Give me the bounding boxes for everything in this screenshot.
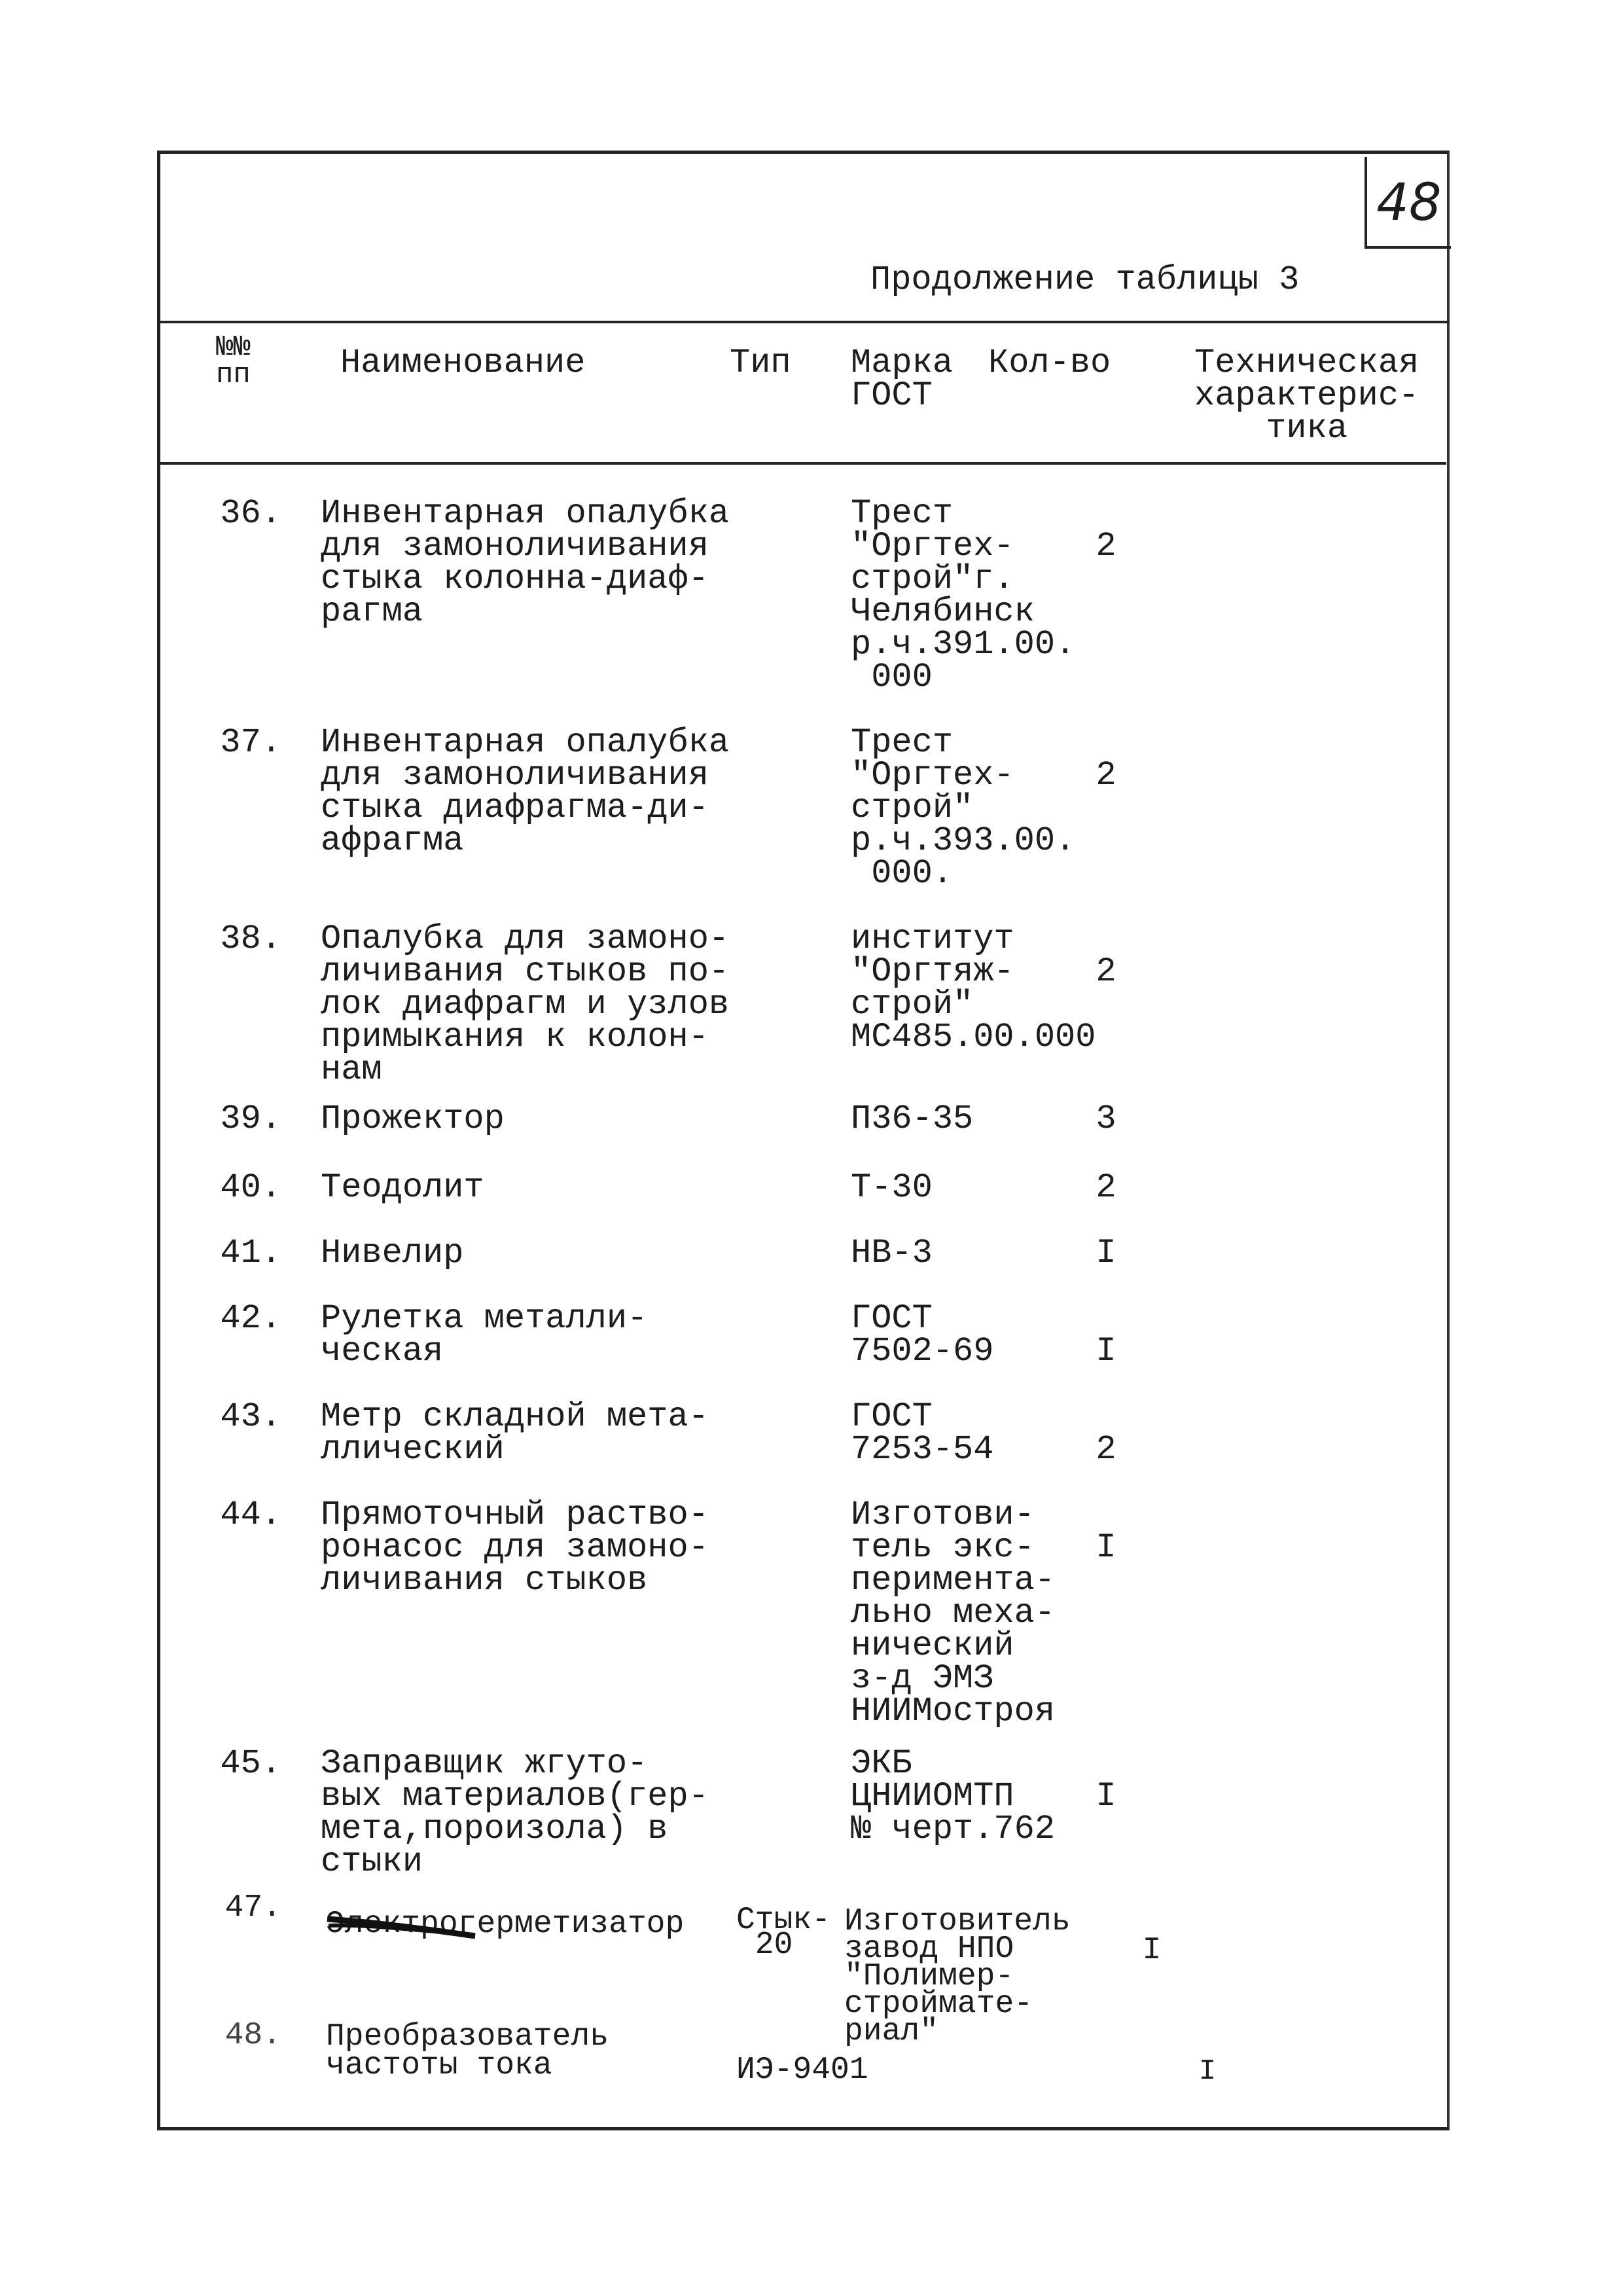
row-name: Заправщик жгуто- вых материалов(гер- мета,пороизола) в стыки [321, 1744, 709, 1881]
row-name: Теодолит [321, 1168, 484, 1207]
row-mark: институт "Оргтяж- строй" МС485.00.000 [851, 920, 1096, 1056]
row-number: 48. [224, 2018, 281, 2053]
page-number: 48 [1364, 157, 1451, 249]
header-top-rule [160, 321, 1450, 323]
row-quantity: I [1096, 1528, 1116, 1567]
row-quantity: I [1142, 1933, 1162, 1968]
row-mark: Т-30 [851, 1168, 933, 1207]
row-number: 44. [220, 1496, 281, 1534]
row-number: 45. [220, 1744, 281, 1783]
row-name: Опалубка для замоно- личивания стыков по- лок диафрагм и узлов примыкания к колон- нам [321, 920, 730, 1089]
row-mark: ГОСТ 7502-69 [851, 1299, 994, 1371]
row-quantity: 2 [1096, 1430, 1116, 1469]
header-num: №№ пп [216, 331, 251, 391]
header-qty: Кол-во [988, 344, 1111, 382]
row-quantity: 3 [1096, 1100, 1116, 1138]
header-name: Наименование [340, 344, 586, 382]
row-mark: Трест "Оргтех- строй"г. Челябинск р.ч.391.00. 000 [851, 494, 1076, 696]
row-name: Рулетка металли- ческая [321, 1299, 648, 1371]
row-quantity: 2 [1096, 1168, 1116, 1207]
row-mark: НВ-3 [851, 1234, 933, 1272]
header-type: Тип [730, 344, 791, 382]
row-name: Инвентарная опалубка для замоноличивания стыка колонна-диаф- рагма [321, 494, 730, 631]
row-quantity: 2 [1096, 527, 1116, 565]
row-name: Электрогерметизатор [326, 1907, 685, 1942]
row-name: Преобразователь частоты тока [326, 2019, 609, 2083]
row-name: Прямоточный раство- ронасос для замоно- личивания стыков [321, 1496, 709, 1600]
row-name: Прожектор [321, 1100, 505, 1138]
row-mark: ГОСТ 7253-54 [851, 1397, 994, 1469]
row-mark: Изготови- тель экс- перимента- льно меха- нический з-д ЭМЗ НИИМостроя [851, 1496, 1056, 1731]
header-bottom-rule [160, 462, 1446, 465]
row-name: Нивелир [321, 1234, 464, 1272]
row-quantity: I [1096, 1777, 1116, 1816]
row-number: 40. [220, 1168, 281, 1207]
row-mark: Трест "Оргтех- строй" р.ч.393.00. 000. [851, 723, 1076, 893]
row-mark: Изготовитель завод НПО "Полимер- стройматe- риал" [844, 1904, 1071, 2049]
row-number: 43. [220, 1397, 281, 1436]
row-name: Метр складной мета- ллический [321, 1397, 709, 1469]
header-mark: Марка ГОСТ [851, 344, 954, 415]
row-quantity: I [1198, 2055, 1217, 2088]
row-name: Инвентарная опалубка для замоноличивания стыка диафрагма-ди- афрагма [321, 723, 730, 860]
row-type: Стык- 20 [736, 1903, 831, 1963]
row-quantity: 2 [1096, 952, 1116, 991]
row-number: 42. [220, 1299, 281, 1338]
row-number: 36. [220, 494, 281, 533]
header-tech: Техническая характерис- тика [1194, 344, 1419, 448]
row-number: 38. [220, 920, 281, 958]
row-number: 41. [220, 1234, 281, 1272]
row-mark: П36-35 [851, 1100, 974, 1138]
row-number: 37. [220, 723, 281, 762]
row-quantity: 2 [1096, 756, 1116, 795]
row-number: 47. [224, 1890, 281, 1926]
row-type: ИЭ-9401 [736, 2053, 868, 2088]
row-mark: ЭКБ ЦНИИОМТП № черт.762 [851, 1744, 1056, 1848]
table-caption: Продолжение таблицы 3 [870, 260, 1300, 299]
strikethrough-mark [326, 1915, 476, 1939]
row-quantity: I [1096, 1332, 1116, 1371]
row-number: 39. [220, 1100, 281, 1138]
row-quantity: I [1096, 1234, 1116, 1272]
